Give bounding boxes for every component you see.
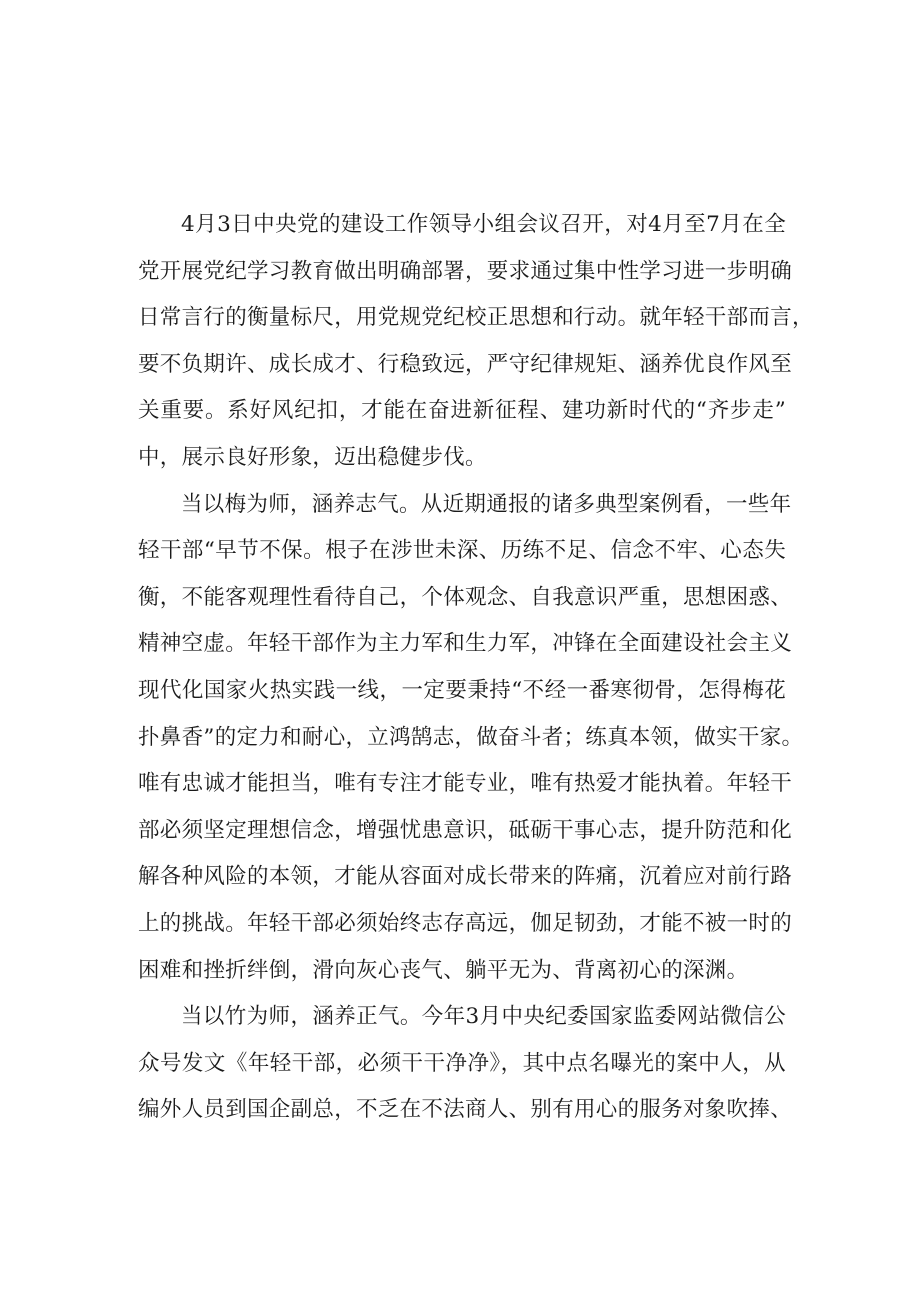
paragraph-3 (138, 994, 793, 1134)
paragraph-line: 中，展示良好形象，迈出稳健步伐。 (138, 444, 487, 470)
paragraph-line: 党开展党纪学习教育做出明确部署，要求通过集中性学习进一步明确 (138, 258, 793, 284)
paragraph-2 (138, 482, 804, 995)
document-body (138, 202, 814, 1134)
paragraph-line: 上的挑战。年轻干部必须始终志存高远，伽足韧劲，才能不被一时的 (138, 910, 793, 936)
paragraph-line: 轻干部“早节不保。根子在涉世未深、历练不足、信念不牢、心态失 (138, 538, 786, 564)
paragraph-line: 4月3日中央党的建设工作领导小组会议召开，对4月至7月在全 (181, 212, 786, 237)
paragraph-line: 精神空虚。年轻干部作为主力军和生力军，冲锋在全面建设社会主义 (138, 631, 793, 657)
paragraph-line: 关重要。系好风纪扣，才能在奋进新征程、建功新时代的“齐步走” (138, 398, 786, 424)
paragraph-line: 困难和挫折绊倒，滑向灰心丧气、躺平无为、背离初心的深渊。 (138, 957, 749, 983)
paragraph-line: 当以竹为师，涵养正气。今年3月中央纪委国家监委网站微信公 (181, 1004, 786, 1030)
paragraph-line: 唯有忠诚才能担当，唯有专注才能专业，唯有热爱才能执着。年轻干 (138, 771, 793, 797)
paragraph-line: 编外人员到国企副总，不乏在不法商人、别有用心的服务对象吹捧、 (138, 1097, 793, 1123)
paragraph-line: 解各种风险的本领，才能从容面对成长带来的阵痛，沉着应对前行路 (138, 864, 793, 890)
paragraph-line: 日常言行的衡量标尺，用党规党纪校正思想和行动。就年轻干部而言， (138, 305, 814, 331)
paragraph-line: 扑鼻香”的定力和耐心，立鸿鹄志，做奋斗者；练真本领，做实干家。 (138, 724, 804, 750)
paragraph-line: 要不负期许、成长成才、行稳致远，严守纪律规矩、涵养优良作风至 (138, 351, 793, 377)
paragraph-line: 衡，不能客观理性看待自己，个体观念、自我意识严重，思想困惑、 (138, 584, 793, 610)
paragraph-line: 部必须坚定理想信念，增强忧患意识，砥砺干事心志，提升防范和化 (138, 817, 793, 843)
paragraph-line: 众号发文《年轻干部，必须干干净净》，其中点名曝光的案中人，从 (138, 1050, 786, 1076)
paragraph-line: 当以梅为师，涵养志气。从近期通报的诸多典型案例看，一些年 (181, 491, 792, 517)
paragraph-1 (138, 202, 814, 482)
paragraph-line: 现代化国家火热实践一线，一定要秉持“不经一番寒彻骨，怎得梅花 (138, 677, 786, 703)
